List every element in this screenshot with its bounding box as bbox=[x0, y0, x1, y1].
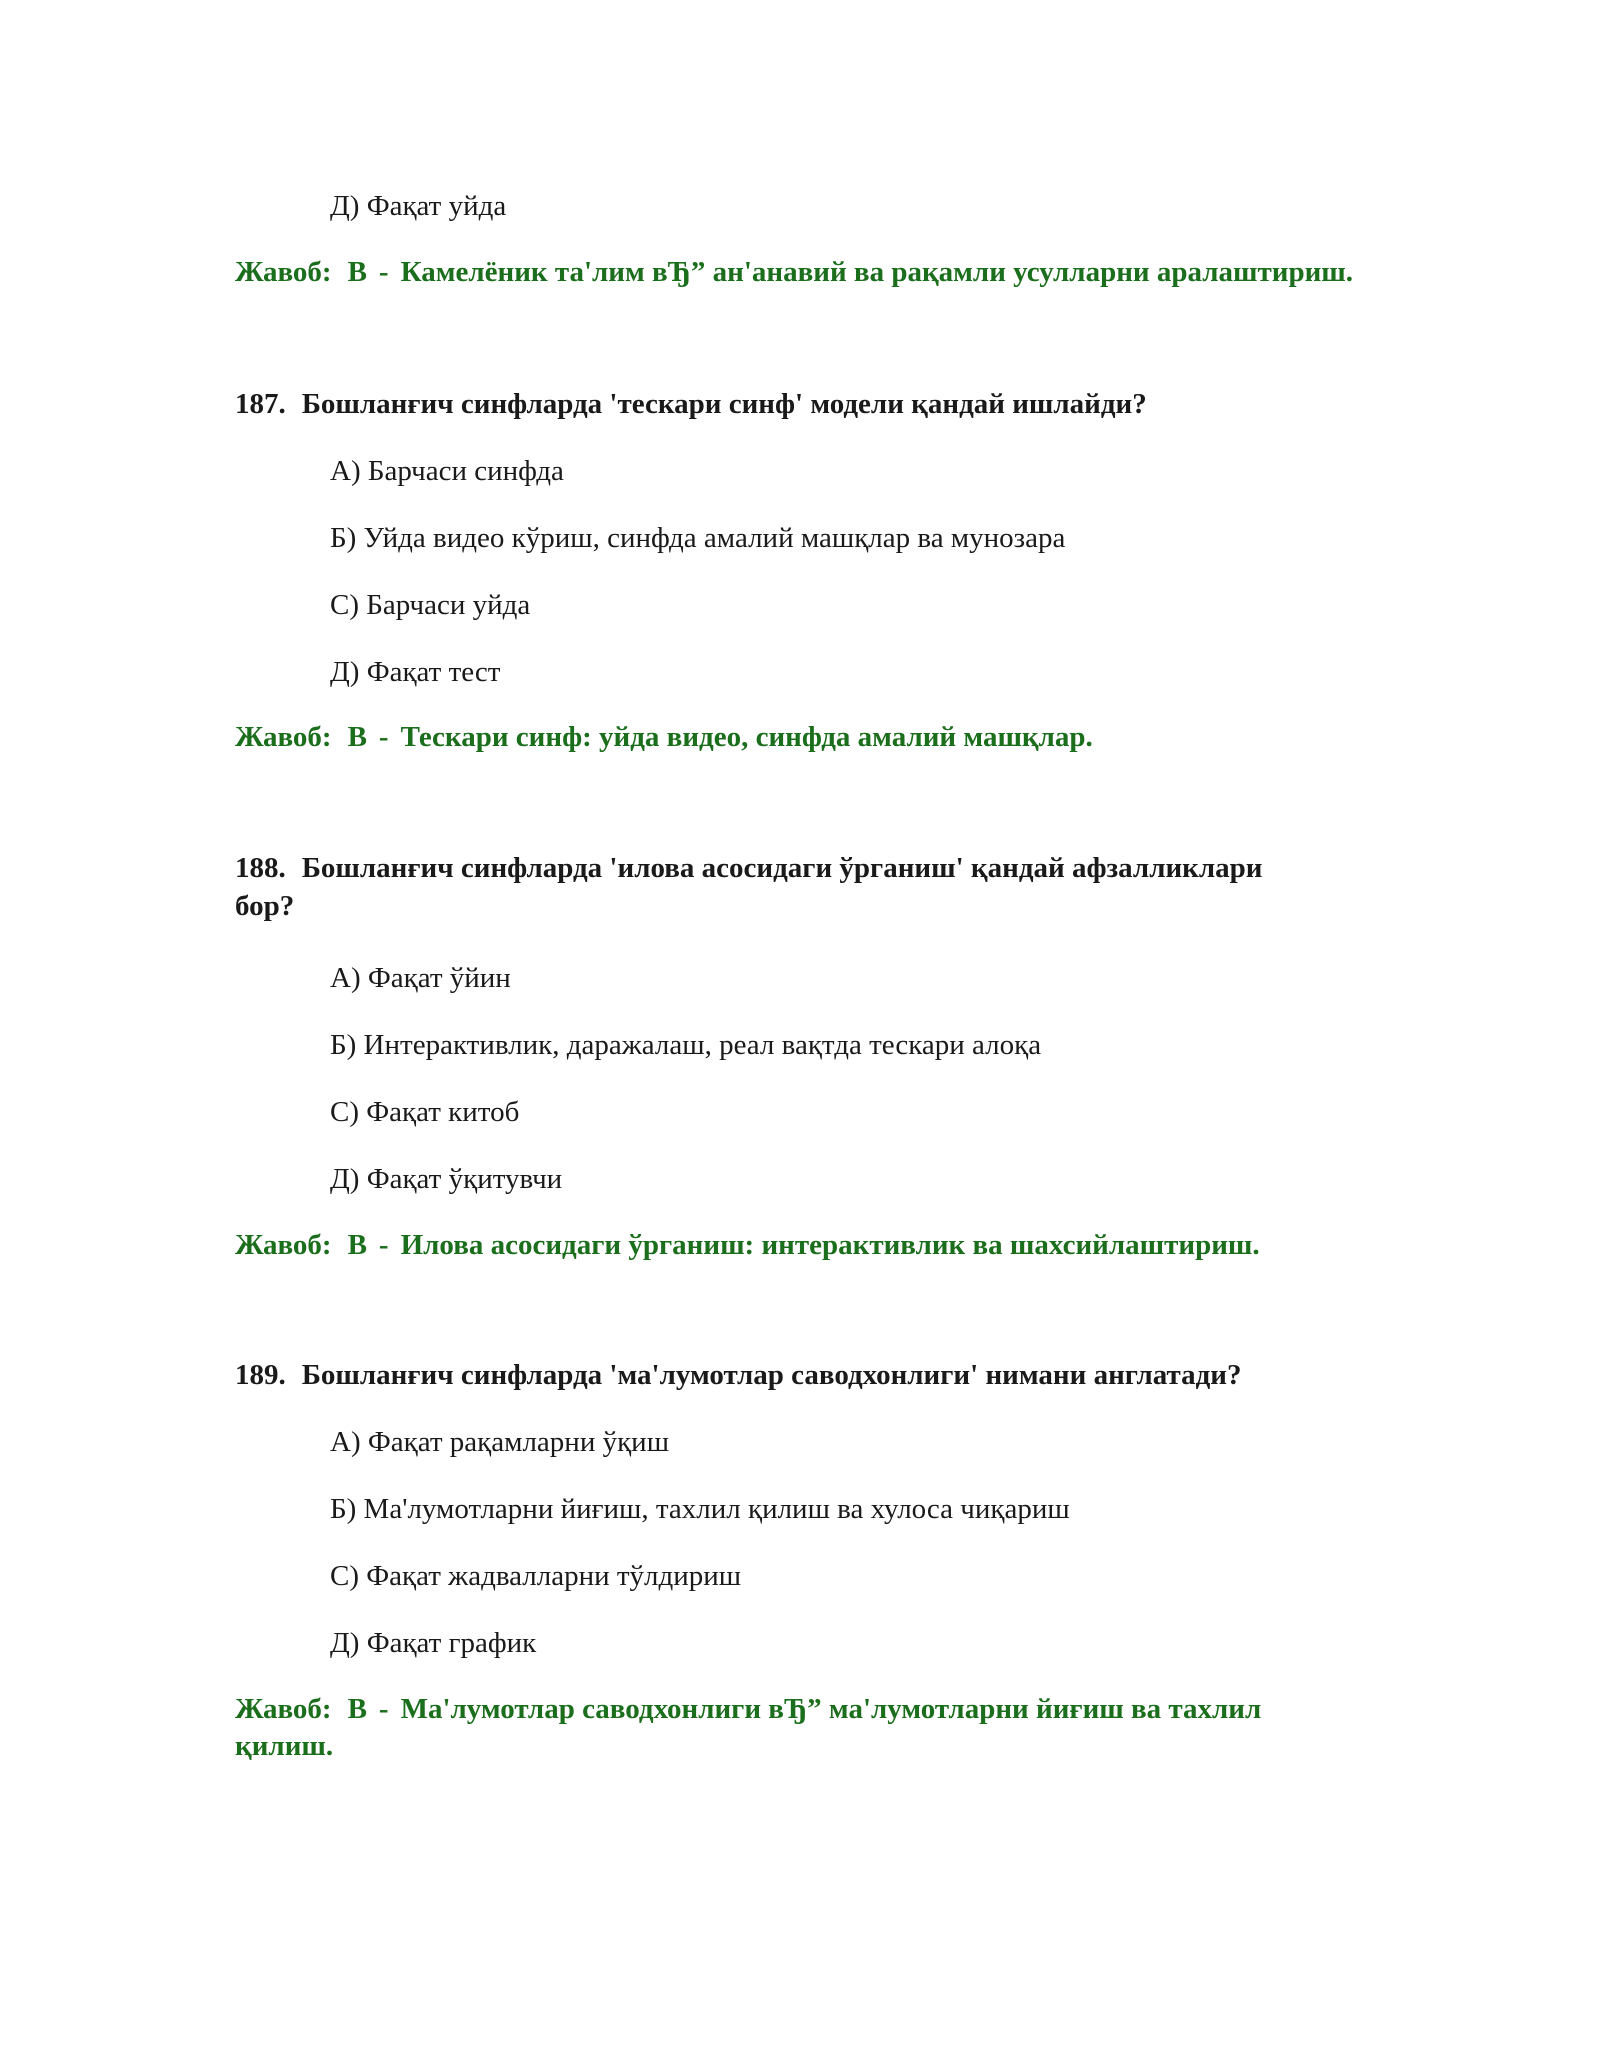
answer-line bbox=[235, 253, 1353, 291]
question-187 bbox=[235, 385, 1147, 423]
answer-label: Жавоб: bbox=[235, 721, 332, 753]
answer-letter: B bbox=[347, 1693, 367, 1725]
option-a: А) Фақат ўйин bbox=[330, 962, 511, 994]
question-text: Бошланғич синфларда 'тескари синф' модели қандай ишлайди? bbox=[301, 388, 1147, 420]
option-d: Д) Фақат тест bbox=[330, 656, 501, 688]
answer-letter: B bbox=[347, 1229, 367, 1261]
answer-label: Жавоб: bbox=[235, 1693, 332, 1725]
option-b: Б) Ма'лумотларни йиғиш, тахлил қилиш ва хулоса чиқариш bbox=[330, 1493, 1070, 1525]
question-number: 187. bbox=[235, 388, 286, 420]
question-text: Бошланғич синфларда 'илова асосидаги ўрганиш' қандай афзалликлари bbox=[301, 852, 1263, 884]
question-number: 189. bbox=[235, 1359, 286, 1391]
answer-dash: - bbox=[378, 256, 389, 288]
option-c: С) Барчаси уйда bbox=[330, 589, 531, 621]
answer-text: Ма'лумотлар саводхонлиги вЂ” ма'лумотларни йиғиш ва тахлил bbox=[400, 1693, 1262, 1725]
answer-text: Камелёник та'лим вЂ” ан'анавий ва рақамли усулларни аралаштириш. bbox=[400, 256, 1354, 288]
option-d: Д) Фақат ўқитувчи bbox=[330, 1163, 563, 1195]
option-b: Б) Уйда видео кўриш, синфда амалий машқлар ва мунозара bbox=[330, 522, 1066, 554]
answer-label: Жавоб: bbox=[235, 256, 332, 288]
answer-text: Илова асосидаги ўрганиш: интерактивлик ва шахсийлаштириш. bbox=[400, 1229, 1260, 1261]
option-d: Д) Фақат уйда bbox=[330, 190, 507, 222]
answer-text: Тескари синф: уйда видео, синфда амалий машқлар. bbox=[400, 721, 1093, 753]
answer-line bbox=[235, 1226, 1260, 1264]
answer-continued: қилиш. bbox=[235, 1730, 334, 1762]
answer-dash: - bbox=[378, 1229, 389, 1261]
question-188-continued: бор? bbox=[235, 890, 295, 922]
answer-line bbox=[235, 718, 1093, 756]
answer-letter: B bbox=[347, 721, 367, 753]
option-a: А) Барчаси синфда bbox=[330, 455, 564, 487]
answer-label: Жавоб: bbox=[235, 1229, 332, 1261]
question-text: Бошланғич синфларда 'ма'лумотлар саводхонлиги' нимани англатади? bbox=[301, 1359, 1242, 1391]
answer-letter: B bbox=[347, 256, 367, 288]
option-a: А) Фақат рақамларни ўқиш bbox=[330, 1426, 670, 1458]
answer-dash: - bbox=[378, 721, 389, 753]
option-c: С) Фақат жадвалларни тўлдириш bbox=[330, 1560, 742, 1592]
question-number: 188. bbox=[235, 852, 286, 884]
answer-dash: - bbox=[378, 1693, 389, 1725]
question-189 bbox=[235, 1356, 1242, 1394]
option-d: Д) Фақат график bbox=[330, 1627, 537, 1659]
question-188 bbox=[235, 849, 1263, 887]
option-b: Б) Интерактивлик, даражалаш, реал вақтда тескари алоқа bbox=[330, 1029, 1042, 1061]
option-c: С) Фақат китоб bbox=[330, 1096, 520, 1128]
answer-line bbox=[235, 1690, 1261, 1728]
